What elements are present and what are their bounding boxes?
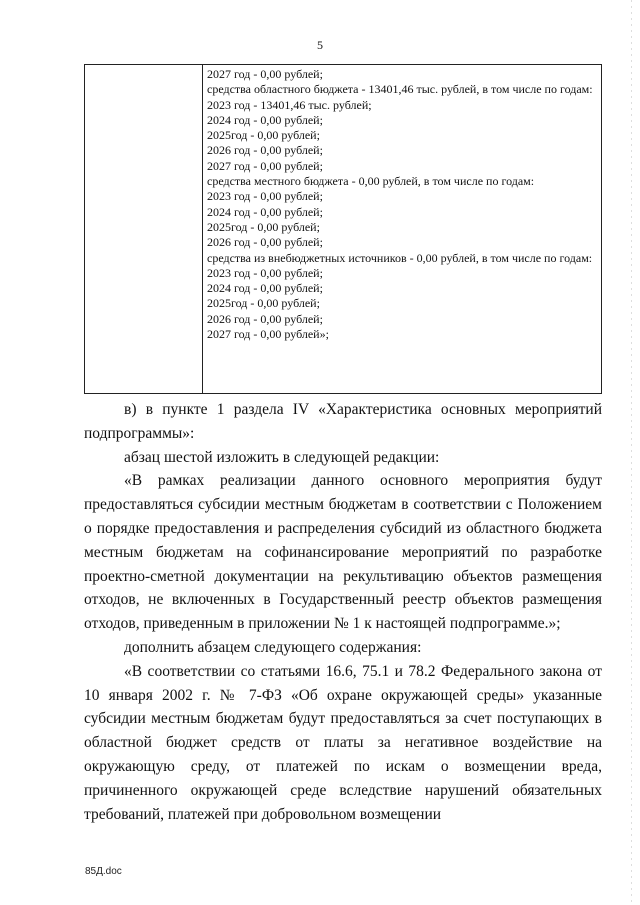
table-line: 2023 год - 0,00 рублей; [207, 265, 323, 280]
table-line: 2025год - 0,00 рублей; [207, 219, 320, 234]
table-line: 2025год - 0,00 рублей; [207, 128, 320, 143]
table-line: 2025год - 0,00 рублей; [207, 296, 320, 311]
paragraph-instruction-add: дополнить абзацем следующего содержания: [124, 638, 422, 656]
table-left-cell [85, 65, 203, 393]
paragraph-quoted-text: «В рамках реализации данного основного мероприятия будут предоставляться субсидии местным бюджетам в соответствии с Положением о порядке предоставления и распределения субсидий из областного бюджета местным бюджетам на софинансирование мероприятий по разработке проектно-сметной документации на рекультивацию объектов размещения отходов, не включенных в Государственный реестр объектов размещения отходов, приведенным в приложении № 1 к настоящей подпрограмме.»; [84, 472, 602, 633]
table-line: 2024 год - 0,00 рублей; [207, 204, 323, 219]
table-line: средства областного бюджета - 13401,46 тыс. рублей, в том числе по годам: [207, 82, 593, 97]
table-line: 2023 год - 0,00 рублей; [207, 189, 323, 204]
footer-filename: 85Д.doc [85, 866, 122, 877]
table-line: 2024 год - 0,00 рублей; [207, 112, 323, 127]
table-line: 2026 год - 0,00 рублей; [207, 235, 323, 250]
table-line: средства из внебюджетных источников - 0,00 рублей, в том числе по годам: [207, 250, 593, 265]
table-line: 2027 год - 0,00 рублей; [207, 67, 323, 81]
table-right-cell [203, 65, 601, 393]
table-line: 2027 год - 0,00 рублей; [207, 158, 323, 173]
table-line: 2023 год - 13401,46 тыс. рублей; [207, 97, 372, 112]
table-line: 2027 год - 0,00 рублей»; [207, 327, 329, 342]
table-line: средства местного бюджета - 0,00 рублей, в том числе по годам: [207, 174, 535, 189]
scan-margin-line [631, 0, 632, 905]
funding-table [84, 64, 602, 394]
paragraph-quoted-text-2: «В соответствии со статьями 16.6, 75.1 и 78.2 Федерального закона от 10 января 2002 г. № 7-ФЗ «Об охране окружающей среды» указанные субсидии местным бюджетам будут предоставляться за счет поступающих в областной бюджет средств от платы за негативное воздействие на окружающую среду, от платежей по искам о возмещении вреда, причиненного окружающей среде вследствие нарушений обязательных требований, платежей при добровольном возмещении [84, 662, 602, 823]
table-line: 2026 год - 0,00 рублей; [207, 143, 323, 158]
page-number: 5 [317, 38, 323, 52]
paragraph-amendment-item: в) в пункте 1 раздела IV «Характеристика основных мероприятий подпрограммы»: [84, 401, 602, 442]
paragraph-instruction: абзац шестой изложить в следующей редакции: [124, 448, 440, 466]
table-line: 2024 год - 0,00 рублей; [207, 281, 323, 296]
document-body [84, 398, 602, 826]
table-line: 2026 год - 0,00 рублей; [207, 311, 323, 326]
